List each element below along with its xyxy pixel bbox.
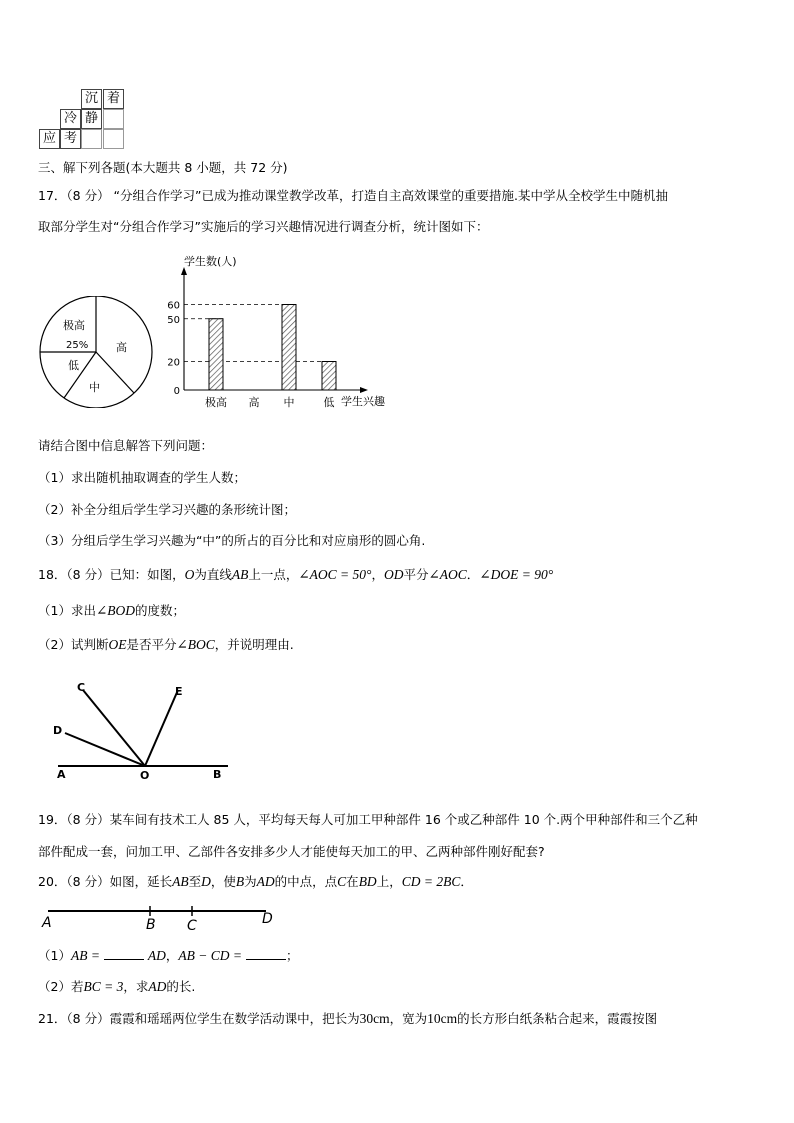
- x-axis-label: 学生兴趣: [341, 395, 385, 408]
- q17-prompt: 请结合图中信息解答下列问题：: [38, 438, 214, 453]
- answer-blank[interactable]: [104, 947, 144, 960]
- q18-figure: [50, 678, 240, 782]
- q18-line1: 18．（8 分）已知：如图，O为直线AB上一点，∠AOC = 50°，OD平分∠AOC．∠DOE = 90°: [38, 567, 554, 582]
- grid-cell: 考: [60, 129, 81, 149]
- x-tick-label: 极高: [205, 396, 227, 409]
- grid-cell: 应: [39, 129, 60, 149]
- grid-cell: 沉: [81, 89, 102, 109]
- pie-annotation: 25%: [66, 340, 89, 351]
- pie-label-high: 高: [116, 341, 127, 354]
- q20-sub2: （2）若BC = 3，求AD的长.: [38, 979, 196, 994]
- pie-label-very-high: 极高: [63, 319, 85, 332]
- y-tick-label: 60: [167, 300, 180, 312]
- bar-2: [282, 305, 296, 391]
- y-tick-label: 50: [167, 314, 180, 326]
- q17-sub1: （1）求出随机抽取调查的学生人数；: [38, 470, 246, 485]
- grid-cell: [103, 109, 124, 129]
- label-D: D: [262, 911, 273, 927]
- grid-cell: 冷: [60, 109, 81, 129]
- q18-sub2: （2）试判断OE是否平分∠BOC，并说明理由.: [38, 637, 294, 652]
- q20-line1: 20．（8 分）如图，延长AB至D，使B为AD的中点，点C在BD上，CD = 2BC．: [38, 874, 473, 889]
- label-O: O: [140, 769, 150, 782]
- label-A: A: [42, 915, 52, 931]
- q21-line1: 21．（8 分）霞霞和瑶瑶两位学生在数学活动课中，把长为30cm，宽为10cm的长方形白纸条粘合起来，霞霞按图: [38, 1011, 658, 1026]
- x-tick-label: 低: [323, 396, 335, 409]
- y-tick-label: 0: [173, 386, 180, 397]
- label-E: E: [175, 685, 183, 698]
- grid-cell: 着: [103, 89, 124, 109]
- y-axis-label: 学生数(人): [184, 255, 237, 268]
- answer-blank[interactable]: [246, 947, 286, 960]
- label-A: A: [57, 768, 66, 781]
- section-header: 三、解下列各题(本大题共 8 小题，共 72 分): [38, 160, 288, 175]
- q19-line1: 19．（8 分）某车间有技术工人 85 人，平均每天每人可加工甲种部件 16 个或乙种部件 10 个.两个甲种部件和三个乙种: [38, 812, 698, 827]
- pie-sector-line: [96, 352, 134, 393]
- label-B: B: [146, 917, 156, 932]
- ray-OC: [83, 690, 145, 766]
- pie-label-low: 低: [68, 359, 79, 372]
- label-C: C: [187, 918, 197, 932]
- q20-sub1: （1）AB = AD，AB − CD = ；: [38, 948, 299, 963]
- q17-line2: 取部分学生对“分组合作学习”实施后的学习兴趣情况进行调查分析，统计图如下：: [38, 219, 489, 234]
- q17-sub3: （3）分组后学生学习兴趣为“中”的所占的百分比和对应扇形的圆心角.: [38, 533, 426, 548]
- label-D: D: [53, 724, 63, 737]
- q17-line1: 17．（8 分） “分组合作学习”已成为推动课堂教学改革，打造自主高效课堂的重要措施.某中学从全校学生中随机抽: [38, 188, 668, 203]
- x-tick-label: 中: [283, 396, 295, 409]
- y-axis-arrow: [181, 267, 187, 275]
- ray-OE: [145, 690, 178, 766]
- q19-line2: 部件配成一套，问加工甲、乙部件各安排多少人才能使每天加工的甲、乙两种部件刚好配套?: [38, 844, 545, 859]
- q18-sub1: （1）求出∠BOD的度数；: [38, 603, 186, 618]
- grid-cell: [103, 129, 124, 149]
- label-B: B: [213, 768, 222, 781]
- label-C: C: [77, 681, 86, 694]
- bar-chart: [160, 252, 400, 412]
- q20-figure: [38, 902, 288, 932]
- q17-sub2: （2）补全分组后学生学习兴趣的条形统计图；: [38, 502, 296, 517]
- x-axis-arrow: [360, 387, 368, 393]
- grid-cell: [81, 129, 102, 149]
- pie-chart: [36, 296, 158, 408]
- x-tick-label: 高: [248, 396, 260, 409]
- bar-3: [322, 362, 336, 391]
- grid-cell: 静: [81, 109, 102, 129]
- pie-label-medium: 中: [89, 381, 100, 394]
- y-tick-label: 20: [167, 357, 180, 369]
- ray-OD: [65, 733, 145, 766]
- bar-0: [209, 319, 223, 390]
